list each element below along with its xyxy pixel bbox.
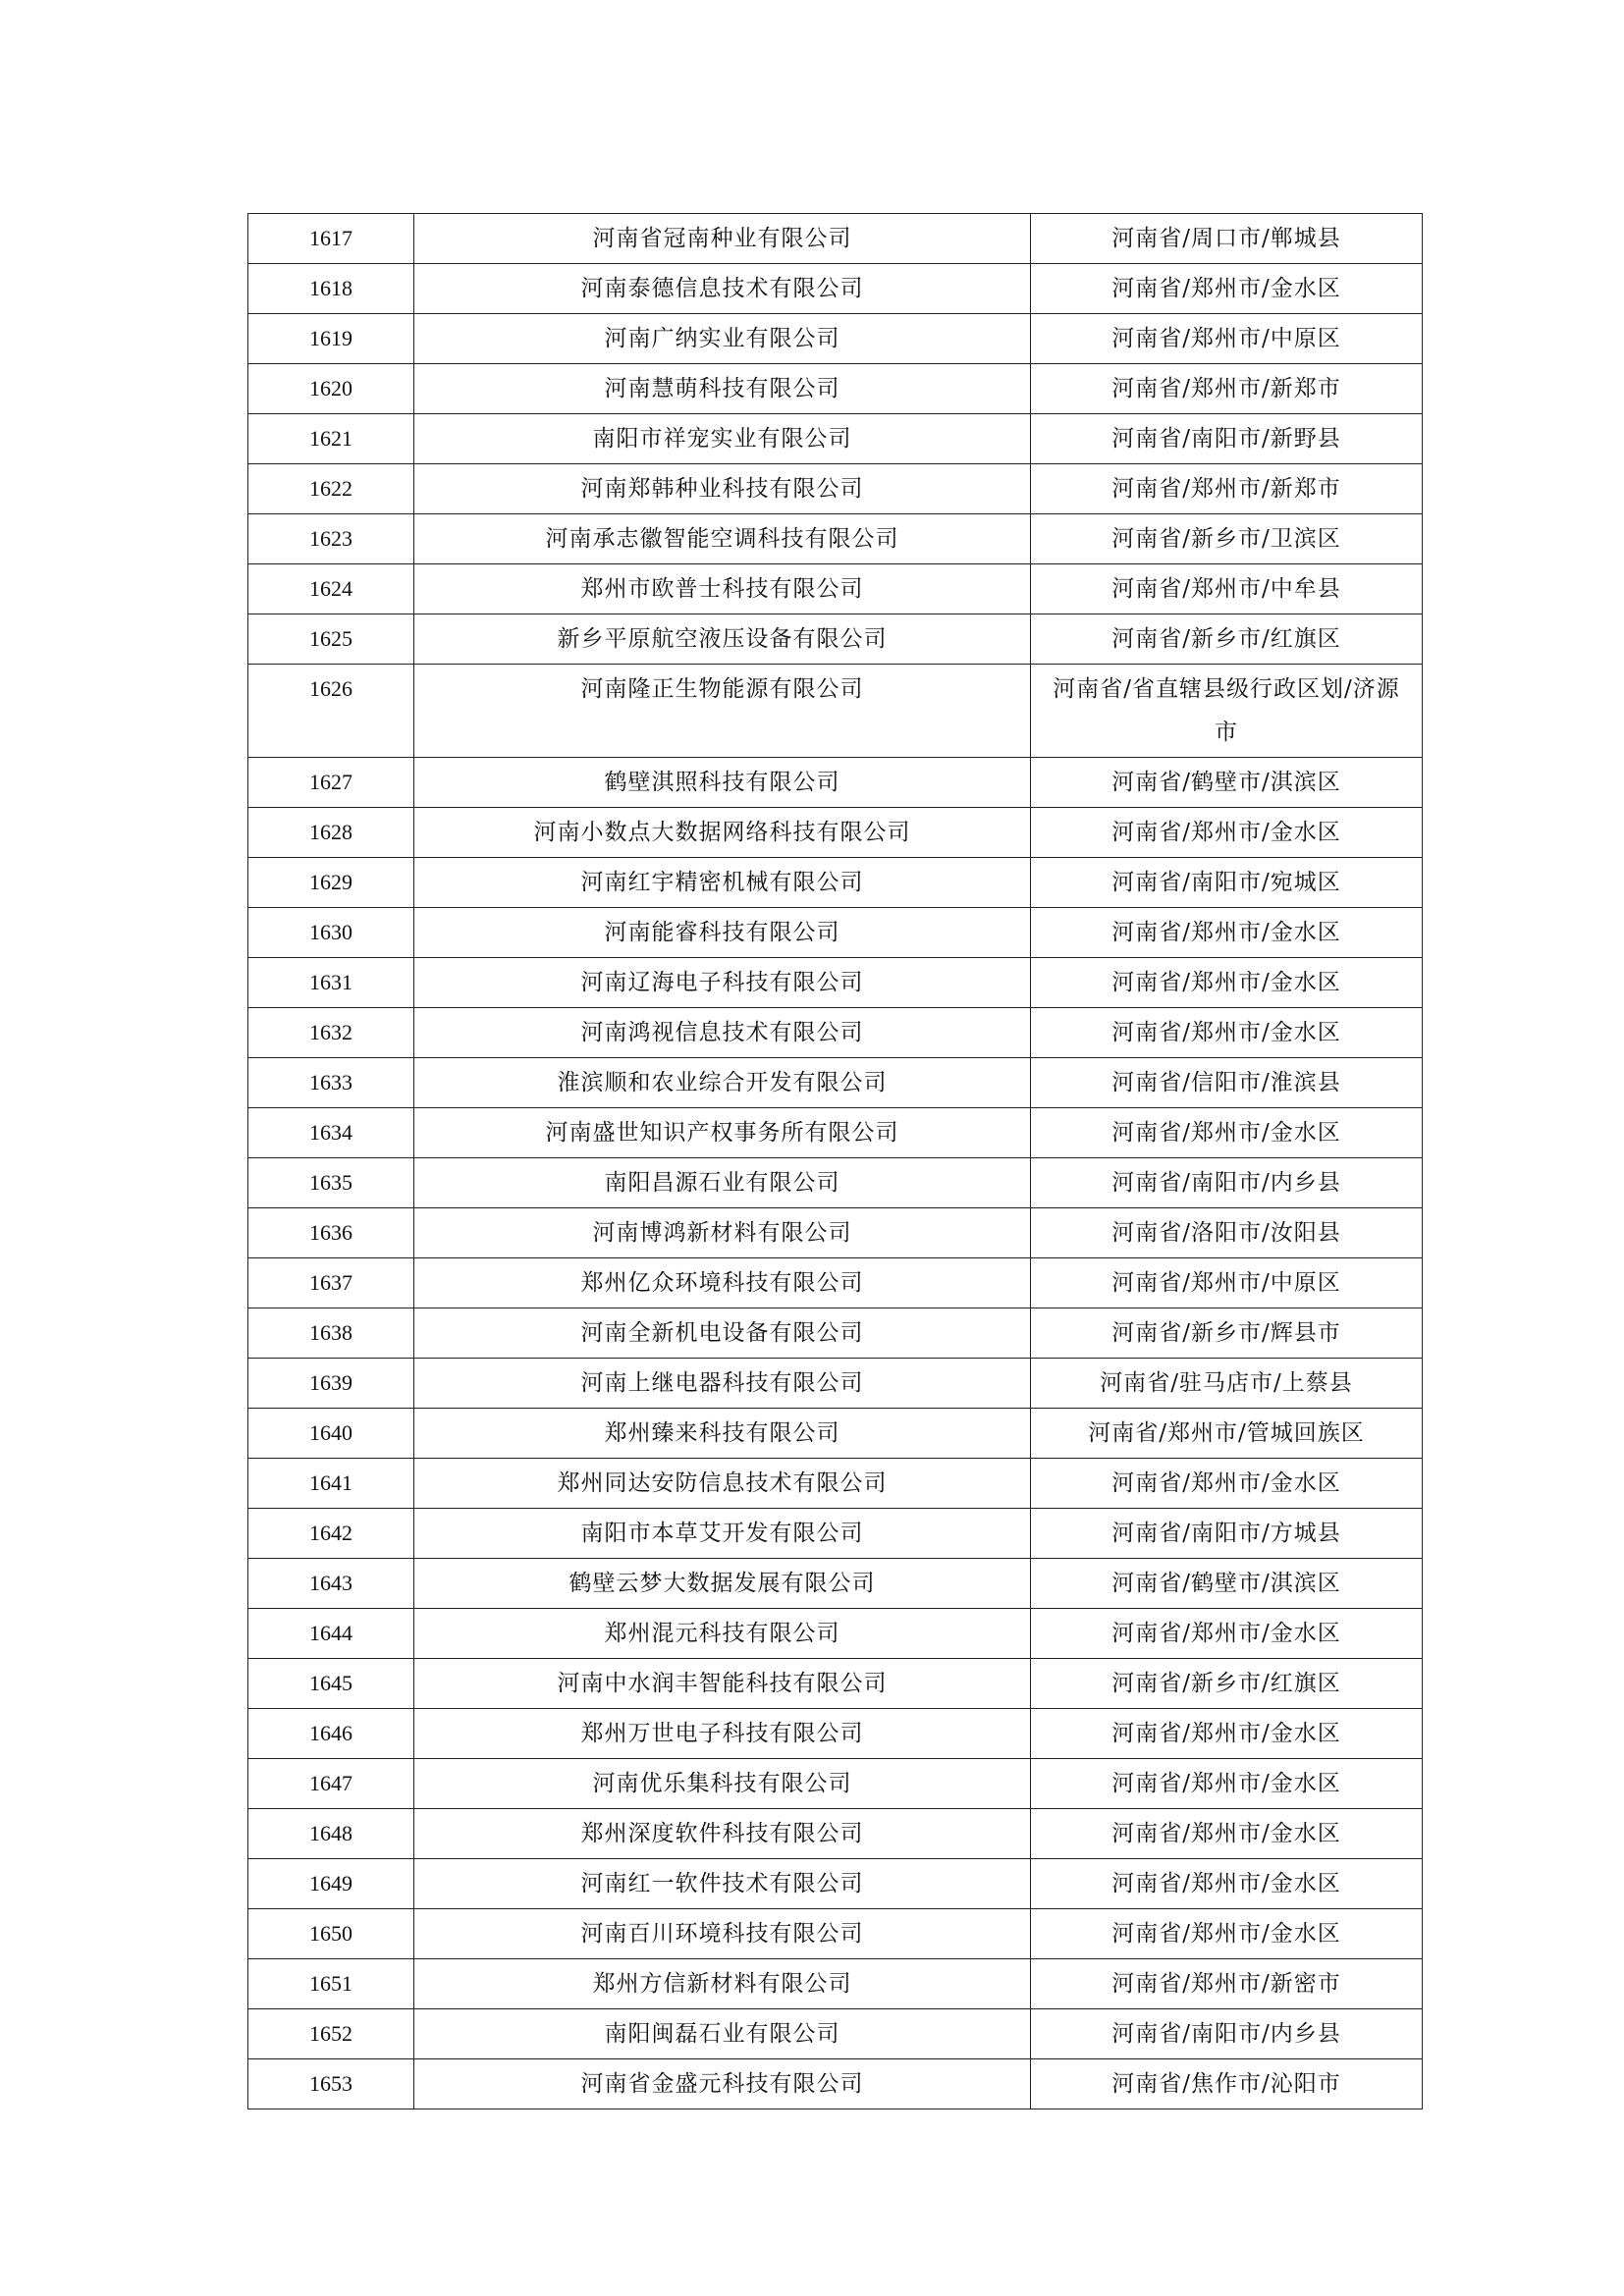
company-name: 河南承志徽智能空调科技有限公司	[414, 514, 1031, 564]
company-name: 新乡平原航空液压设备有限公司	[414, 614, 1031, 665]
company-name: 河南广纳实业有限公司	[414, 314, 1031, 364]
company-name: 河南全新机电设备有限公司	[414, 1308, 1031, 1359]
company-name: 河南慧萌科技有限公司	[414, 364, 1031, 414]
company-region: 河南省/南阳市/新野县	[1031, 414, 1423, 464]
table-row	[248, 2009, 1423, 2059]
table-row	[248, 1308, 1423, 1359]
company-name: 河南省冠南种业有限公司	[414, 214, 1031, 264]
company-region: 河南省/鹤壁市/淇滨区	[1031, 758, 1423, 808]
table-row	[248, 1709, 1423, 1759]
row-number: 1636	[248, 1208, 414, 1258]
company-name: 郑州亿众环境科技有限公司	[414, 1258, 1031, 1308]
row-number: 1639	[248, 1359, 414, 1409]
table-row	[248, 464, 1423, 514]
row-number: 1632	[248, 1008, 414, 1058]
row-number: 1631	[248, 958, 414, 1008]
row-number: 1618	[248, 264, 414, 314]
row-number: 1627	[248, 758, 414, 808]
company-region: 河南省/南阳市/宛城区	[1031, 858, 1423, 908]
row-number: 1625	[248, 614, 414, 665]
company-region: 河南省/郑州市/金水区	[1031, 264, 1423, 314]
table-row	[248, 1909, 1423, 1959]
company-name: 郑州同达安防信息技术有限公司	[414, 1459, 1031, 1509]
company-region: 河南省/南阳市/方城县	[1031, 1509, 1423, 1559]
company-region: 河南省/新乡市/辉县市	[1031, 1308, 1423, 1359]
company-region: 河南省/郑州市/金水区	[1031, 958, 1423, 1008]
table-row	[248, 1058, 1423, 1108]
table-row	[248, 1809, 1423, 1859]
table-body	[248, 214, 1423, 2109]
row-number: 1645	[248, 1659, 414, 1709]
company-region: 河南省/周口市/郸城县	[1031, 214, 1423, 264]
company-name: 河南红宇精密机械有限公司	[414, 858, 1031, 908]
company-name: 南阳昌源石业有限公司	[414, 1158, 1031, 1208]
company-name: 郑州混元科技有限公司	[414, 1609, 1031, 1659]
company-region: 河南省/郑州市/中牟县	[1031, 564, 1423, 614]
row-number: 1620	[248, 364, 414, 414]
table-row	[248, 908, 1423, 958]
row-number: 1646	[248, 1709, 414, 1759]
company-name: 鹤壁云梦大数据发展有限公司	[414, 1559, 1031, 1609]
company-name: 河南盛世知识产权事务所有限公司	[414, 1108, 1031, 1158]
company-region: 河南省/南阳市/内乡县	[1031, 1158, 1423, 1208]
company-region: 河南省/郑州市/金水区	[1031, 1008, 1423, 1058]
company-region: 河南省/省直辖县级行政区划/济源市	[1031, 665, 1423, 758]
company-name: 河南优乐集科技有限公司	[414, 1759, 1031, 1809]
company-region: 河南省/南阳市/内乡县	[1031, 2009, 1423, 2059]
company-name: 河南上继电器科技有限公司	[414, 1359, 1031, 1409]
row-number: 1653	[248, 2059, 414, 2109]
company-region: 河南省/郑州市/金水区	[1031, 1459, 1423, 1509]
company-name: 河南百川环境科技有限公司	[414, 1909, 1031, 1959]
company-region: 河南省/郑州市/金水区	[1031, 1859, 1423, 1909]
row-number: 1651	[248, 1959, 414, 2009]
company-name: 河南小数点大数据网络科技有限公司	[414, 808, 1031, 858]
table-row	[248, 1509, 1423, 1559]
company-region: 河南省/郑州市/新密市	[1031, 1959, 1423, 2009]
company-region: 河南省/郑州市/金水区	[1031, 1609, 1423, 1659]
company-name: 郑州深度软件科技有限公司	[414, 1809, 1031, 1859]
row-number: 1630	[248, 908, 414, 958]
company-region: 河南省/郑州市/新郑市	[1031, 364, 1423, 414]
company-name: 河南隆正生物能源有限公司	[414, 665, 1031, 758]
row-number: 1634	[248, 1108, 414, 1158]
company-name: 郑州方信新材料有限公司	[414, 1959, 1031, 2009]
row-number: 1633	[248, 1058, 414, 1108]
table-row	[248, 564, 1423, 614]
table-row	[248, 758, 1423, 808]
row-number: 1624	[248, 564, 414, 614]
table-row	[248, 1108, 1423, 1158]
company-name: 河南能睿科技有限公司	[414, 908, 1031, 958]
company-region: 河南省/郑州市/中原区	[1031, 314, 1423, 364]
company-region: 河南省/焦作市/沁阳市	[1031, 2059, 1423, 2109]
company-region: 河南省/新乡市/卫滨区	[1031, 514, 1423, 564]
table-row	[248, 414, 1423, 464]
company-region: 河南省/新乡市/红旗区	[1031, 614, 1423, 665]
table-row	[248, 1258, 1423, 1308]
table-row	[248, 1859, 1423, 1909]
company-name: 郑州市欧普士科技有限公司	[414, 564, 1031, 614]
row-number: 1623	[248, 514, 414, 564]
row-number: 1650	[248, 1909, 414, 1959]
row-number: 1652	[248, 2009, 414, 2059]
row-number: 1629	[248, 858, 414, 908]
row-number: 1622	[248, 464, 414, 514]
company-region: 河南省/郑州市/新郑市	[1031, 464, 1423, 514]
row-number: 1640	[248, 1409, 414, 1459]
row-number: 1647	[248, 1759, 414, 1809]
company-region: 河南省/郑州市/金水区	[1031, 808, 1423, 858]
row-number: 1637	[248, 1258, 414, 1308]
row-number: 1644	[248, 1609, 414, 1659]
company-region: 河南省/郑州市/金水区	[1031, 1809, 1423, 1859]
table-row	[248, 958, 1423, 1008]
table-row	[248, 264, 1423, 314]
table-row	[248, 858, 1423, 908]
company-region: 河南省/驻马店市/上蔡县	[1031, 1359, 1423, 1409]
company-name: 河南省金盛元科技有限公司	[414, 2059, 1031, 2109]
company-name: 南阳闽磊石业有限公司	[414, 2009, 1031, 2059]
row-number: 1649	[248, 1859, 414, 1909]
table-row	[248, 1409, 1423, 1459]
company-name: 河南鸿视信息技术有限公司	[414, 1008, 1031, 1058]
table-row	[248, 514, 1423, 564]
row-number: 1617	[248, 214, 414, 264]
table-row	[248, 1559, 1423, 1609]
company-name: 郑州臻来科技有限公司	[414, 1409, 1031, 1459]
company-region: 河南省/洛阳市/汝阳县	[1031, 1208, 1423, 1258]
company-region: 河南省/郑州市/中原区	[1031, 1258, 1423, 1308]
table-row	[248, 614, 1423, 665]
row-number: 1628	[248, 808, 414, 858]
company-name: 河南红一软件技术有限公司	[414, 1859, 1031, 1909]
table-row	[248, 314, 1423, 364]
company-name: 南阳市祥宠实业有限公司	[414, 414, 1031, 464]
table-row	[248, 1759, 1423, 1809]
company-region: 河南省/鹤壁市/淇滨区	[1031, 1559, 1423, 1609]
company-name: 河南辽海电子科技有限公司	[414, 958, 1031, 1008]
company-table	[247, 213, 1423, 2109]
company-name: 河南中水润丰智能科技有限公司	[414, 1659, 1031, 1709]
company-name: 南阳市本草艾开发有限公司	[414, 1509, 1031, 1559]
company-name: 鹤壁淇照科技有限公司	[414, 758, 1031, 808]
row-number: 1641	[248, 1459, 414, 1509]
table-row	[248, 2059, 1423, 2109]
company-region: 河南省/郑州市/金水区	[1031, 1759, 1423, 1809]
table-row	[248, 1459, 1423, 1509]
company-name: 河南泰德信息技术有限公司	[414, 264, 1031, 314]
table-row	[248, 1959, 1423, 2009]
row-number: 1643	[248, 1559, 414, 1609]
row-number: 1621	[248, 414, 414, 464]
company-region: 河南省/郑州市/管城回族区	[1031, 1409, 1423, 1459]
company-region: 河南省/郑州市/金水区	[1031, 1108, 1423, 1158]
table-row	[248, 1359, 1423, 1409]
company-name: 郑州万世电子科技有限公司	[414, 1709, 1031, 1759]
table-row	[248, 1659, 1423, 1709]
company-region: 河南省/郑州市/金水区	[1031, 1709, 1423, 1759]
table-row	[248, 364, 1423, 414]
row-number: 1635	[248, 1158, 414, 1208]
table-row	[248, 1208, 1423, 1258]
company-name: 淮滨顺和农业综合开发有限公司	[414, 1058, 1031, 1108]
table-row	[248, 1008, 1423, 1058]
row-number: 1648	[248, 1809, 414, 1859]
table-row	[248, 214, 1423, 264]
table-row	[248, 808, 1423, 858]
row-number: 1642	[248, 1509, 414, 1559]
row-number: 1626	[248, 665, 414, 758]
table-row	[248, 1158, 1423, 1208]
company-name: 河南郑韩种业科技有限公司	[414, 464, 1031, 514]
table-row	[248, 665, 1423, 758]
company-region: 河南省/郑州市/金水区	[1031, 1909, 1423, 1959]
company-region: 河南省/郑州市/金水区	[1031, 908, 1423, 958]
company-region: 河南省/新乡市/红旗区	[1031, 1659, 1423, 1709]
company-region: 河南省/信阳市/淮滨县	[1031, 1058, 1423, 1108]
table-row	[248, 1609, 1423, 1659]
row-number: 1619	[248, 314, 414, 364]
row-number: 1638	[248, 1308, 414, 1359]
company-name: 河南博鸿新材料有限公司	[414, 1208, 1031, 1258]
